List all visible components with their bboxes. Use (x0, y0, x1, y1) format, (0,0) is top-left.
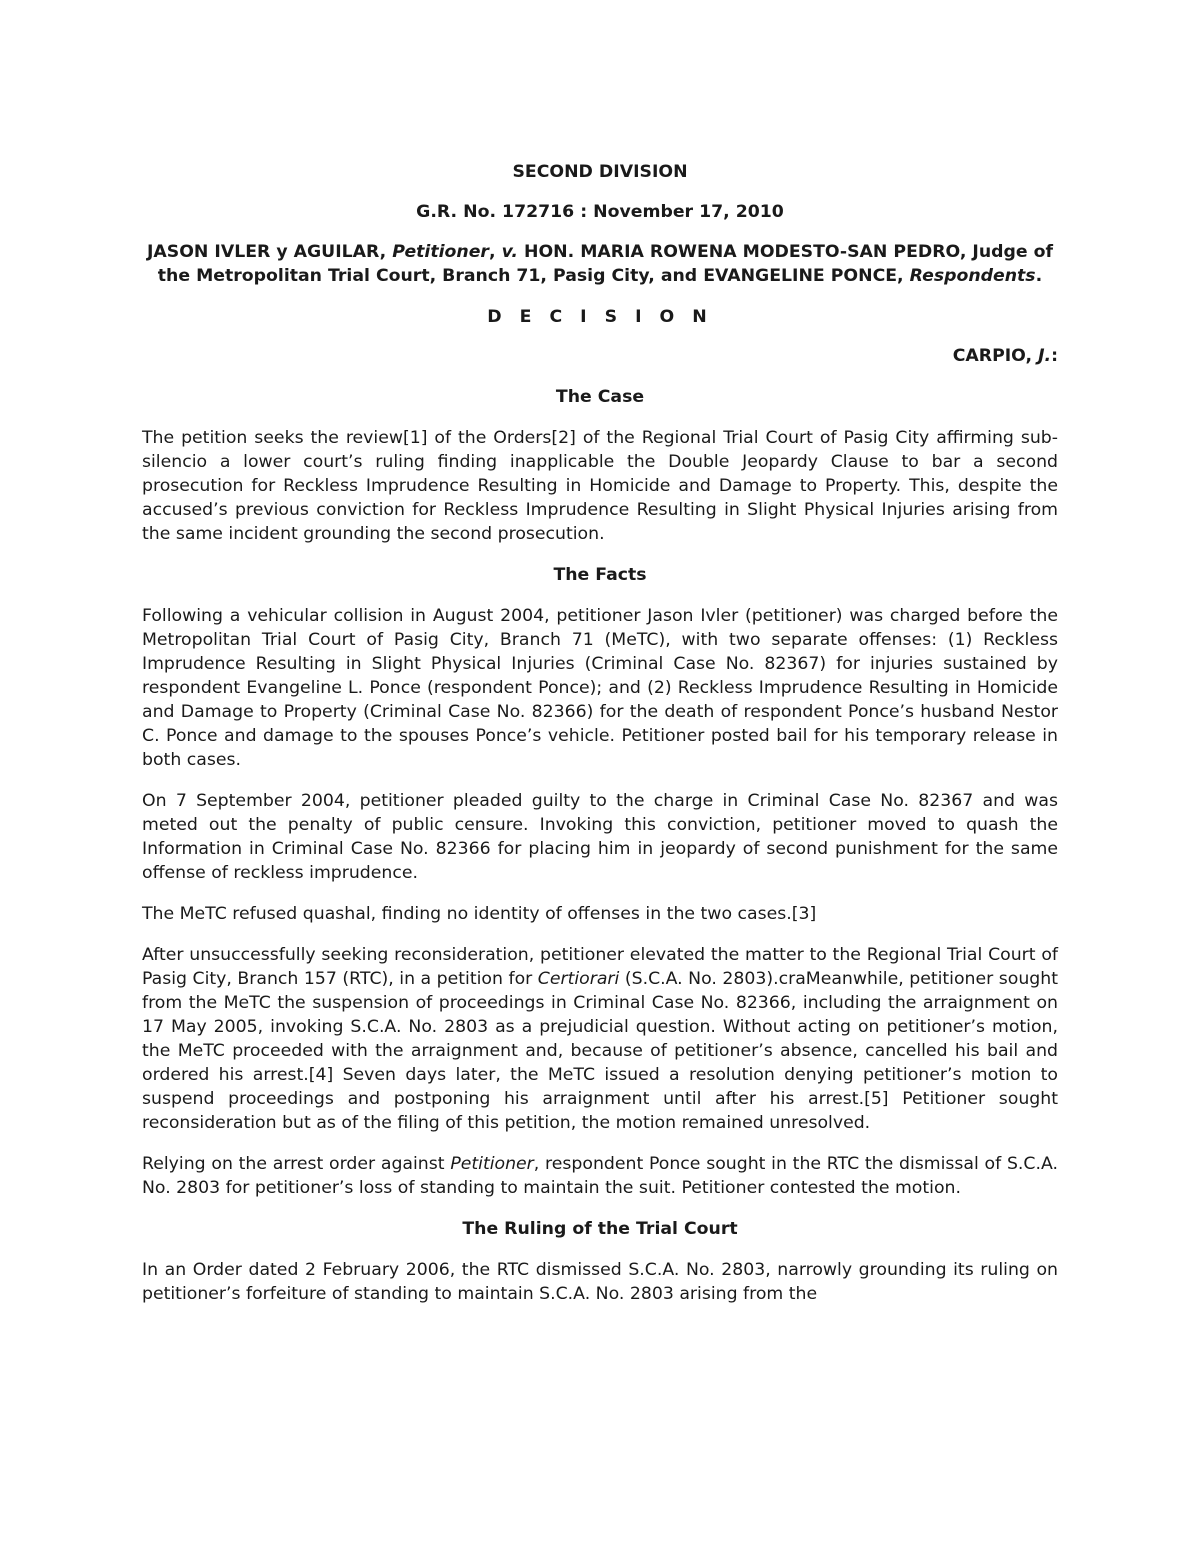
section-heading-facts: The Facts (553, 565, 647, 585)
parties-end: . (1035, 266, 1043, 286)
petitioner-role: Petitioner (392, 242, 489, 262)
paragraph-facts-4 (142, 943, 1058, 1135)
section-heading-case: The Case (555, 387, 645, 407)
paragraph-facts-2: On 7 September 2004, petitioner pleaded guilty to the charge in Criminal Case No. 82367 and was meted out the penalty of public censure. Invoking this conviction, petitioner moved to quash the Information in Criminal Case No. 82366 for placing him in jeopardy of second punishment for the same offense of reckless imprudence. (142, 791, 1058, 883)
respondent-role: Respondents (909, 266, 1036, 286)
ponente-end: : (1051, 346, 1058, 366)
decision-label: D E C I S I O N (487, 307, 713, 327)
case-number: G.R. No. 172716 : November 17, 2010 (416, 202, 784, 222)
ponente-name: CARPIO, (952, 346, 1033, 366)
petitioner-name: JASON IVLER y AGUILAR, (146, 242, 387, 262)
paragraph-facts-5-part-a: Relying on the arrest order against (142, 1154, 445, 1174)
paragraph-facts-1: Following a vehicular collision in August 2004, petitioner Jason Ivler (petitioner) was charged before the Metropolitan Trial Court of Pasig City, Branch 71 (MeTC), with two separate offenses: (1) Reckless Imprudence Resulting in Slight Physical Injuries (Criminal Case No. 82367) for injuries sustained by respondent Evangeline L. Ponce (respondent Ponce); and (2) Reckless Imprudence Resulting in Homicide and Damage to Property (Criminal Case No. 82366) for the death of respondent Ponce’s husband Nestor C. Ponce and damage to the spouses Ponce’s vehicle. Petitioner posted bail for his temporary release in both cases. (142, 606, 1058, 770)
section-heading-ruling: The Ruling of the Trial Court (462, 1219, 738, 1239)
respondent-name: HON. MARIA ROWENA MODESTO-SAN PEDRO, Judge of the Metropolitan Trial Court, Branch 71, Pasig City, and EVANGELINE PONCE, (157, 242, 1054, 286)
case-parties: JASON IVLER y AGUILAR, Petitioner, v. HON. MARIA ROWENA MODESTO-SAN PEDRO, Judge of the Metropolitan Trial Court, Branch 71, Pasig City, and EVANGELINE PONCE, Respondents. (146, 242, 1054, 286)
certiorari-term: Certiorari (537, 969, 620, 989)
petitioner-term: Petitioner (450, 1154, 534, 1174)
paragraph-case-1: The petition seeks the review[1] of the Orders[2] of the Regional Trial Court of Pasig City affirming sub-silencio a lower court’s ruling finding inapplicable the Double Jeopardy Clause to bar a second prosecution for Reckless Imprudence Resulting in Homicide and Damage to Property. This, despite the accused’s previous conviction for Reckless Imprudence Resulting in Slight Physical Injuries arising from the same incident grounding the second prosecution. (142, 428, 1058, 544)
division-heading: SECOND DIVISION (512, 162, 688, 182)
paragraph-facts-5 (142, 1152, 1058, 1200)
paragraph-facts-3: The MeTC refused quashal, finding no identity of offenses in the two cases.[3] (142, 904, 817, 924)
versus-label: v. (501, 242, 518, 262)
paragraph-facts-4-part-a: After unsuccessfully seeking reconsideration, petitioner elevated the matter to the Regional Trial Court of Pasig City, Branch 157 (RTC), in a petition for (142, 945, 1058, 989)
document-body (142, 160, 1058, 1323)
paragraph-facts-4-part-b: (S.C.A. No. 2803).craMeanwhile, petitioner sought from the MeTC the suspension of proceedings in Criminal Case No. 82366, including the arraignment on 17 May 2005, invoking S.C.A. No. 2803 as a prejudicial question. Without acting on petitioner’s motion, the MeTC proceeded with the arraignment and, because of petitioner’s absence, cancelled his bail and ordered his arrest.[4] Seven days later, the MeTC issued a resolution denying petitioner’s motion to suspend proceedings and postponing his arraignment until after his arrest.[5] Petitioner sought reconsideration but as of the filing of this petition, the motion remained unresolved. (142, 969, 1058, 1133)
paragraph-ruling-1: In an Order dated 2 February 2006, the RTC dismissed S.C.A. No. 2803, narrowly grounding its ruling on petitioner’s forfeiture of standing to maintain S.C.A. No. 2803 arising from the (142, 1260, 1058, 1304)
ponente (142, 344, 1058, 368)
paragraph-facts-5-part-b: , respondent Ponce sought in the RTC the dismissal of S.C.A. No. 2803 for petitioner’s loss of standing to maintain the suit. Petitioner contested the motion. (142, 1154, 1058, 1198)
ponente-title: J. (1038, 346, 1052, 366)
